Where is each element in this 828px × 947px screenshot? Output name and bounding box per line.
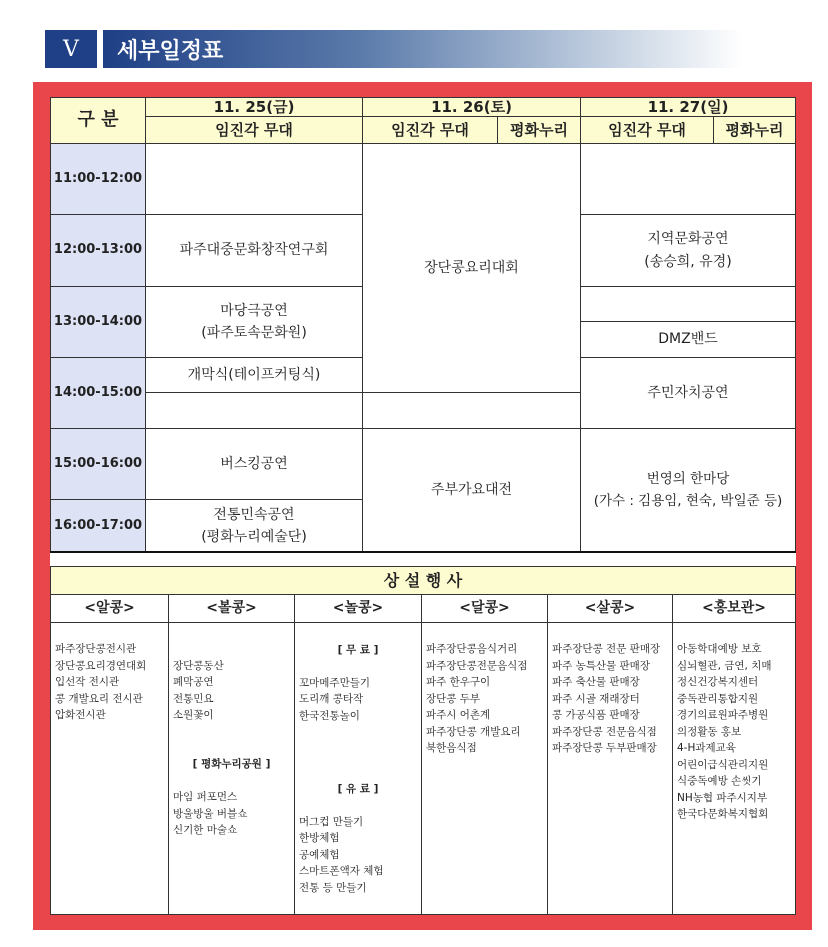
event-cell: 파주대중문화창작연구회 bbox=[145, 214, 363, 287]
event-cell: 마당극공연 (파주토속문화원) bbox=[145, 286, 363, 358]
venue-header: 임진각 무대 bbox=[362, 116, 498, 144]
empty-cell bbox=[362, 392, 581, 429]
column-header: <살콩> bbox=[547, 594, 673, 623]
venue-header: 임진각 무대 bbox=[145, 116, 363, 144]
empty-cell bbox=[580, 143, 796, 215]
time-slot: 12:00-13:00 bbox=[50, 214, 146, 287]
list-subheading: [ 무 료 ] bbox=[337, 643, 379, 656]
column-header: <홍보관> bbox=[672, 594, 796, 623]
section-number: V bbox=[45, 30, 97, 68]
list-items: 꼬마메주만들기 도리깨 콩타작 한국전통놀이 bbox=[299, 676, 371, 722]
event-cell: 개막식(테이프커팅식) bbox=[145, 357, 363, 393]
event-list: 파주장단콩음식거리 파주장단콩전문음식점 파주 한우구이 장단콩 두부 파주시 어촌계 파주장단콩 개발요리 북한음식점 bbox=[421, 622, 548, 915]
list-items: 마임 퍼포먼스 방울방울 버블쇼 신기한 마술쇼 bbox=[173, 791, 248, 836]
event-cell: 버스킹공연 bbox=[145, 428, 363, 500]
list-items: 머그컵 만들기 한방체험 공예체험 스마트폰액자 체험 전통 등 만들기 bbox=[299, 815, 384, 894]
time-slot: 14:00-15:00 bbox=[50, 357, 146, 429]
event-list bbox=[294, 622, 422, 915]
event-cell: 주민자치공연 bbox=[580, 357, 796, 429]
venue-header: 평화누리 bbox=[713, 116, 796, 144]
event-cell: DMZ밴드 bbox=[580, 321, 796, 358]
column-header: <놀콩> bbox=[294, 594, 422, 623]
list-subheading: [ 유 료 ] bbox=[337, 782, 379, 795]
time-slot: 15:00-16:00 bbox=[50, 428, 146, 500]
permanent-events-title: 상 설 행 사 bbox=[50, 566, 796, 595]
empty-cell bbox=[145, 143, 363, 215]
page-title: 세부일정표 bbox=[103, 30, 743, 68]
event-list: 아동학대예방 보호 심뇌혈관, 금연, 치매 정신건강복지센터 중독관리통합지원 경기의료원파주병원 의정활동 홍보 4-H과제교육 어린이급식관리지원 식중독예방 손씻기 NH농협 파주시지부 한국다문화복지협회 bbox=[672, 622, 796, 915]
day-header-1: 11. 25(금) bbox=[145, 97, 363, 117]
event-cell: 번영의 한마당 (가수 : 김용임, 현숙, 박일준 등) bbox=[580, 428, 796, 553]
list-subheading: [ 평화누리공원 ] bbox=[192, 758, 271, 770]
empty-cell bbox=[145, 392, 363, 429]
event-cell: 주부가요대전 bbox=[362, 428, 581, 553]
venue-header: 임진각 무대 bbox=[580, 116, 714, 144]
event-list: 파주장단콩 전문 판매장 파주 농특산물 판매장 파주 축산물 판매장 파주 시골 재래장터 콩 가공식품 판매장 파주장단콩 전문음식점 파주장단콩 두부판매장 bbox=[547, 622, 673, 915]
event-list bbox=[168, 622, 295, 915]
event-cell: 전통민속공연 (평화누리예술단) bbox=[145, 499, 363, 553]
event-list: 파주장단콩전시관 장단콩요리경연대회 입선작 전시관 콩 개발요리 전시관 압화전시관 bbox=[50, 622, 169, 915]
day-header-3: 11. 27(일) bbox=[580, 97, 796, 117]
time-slot: 13:00-14:00 bbox=[50, 286, 146, 358]
empty-cell bbox=[580, 286, 796, 322]
venue-header: 평화누리 bbox=[497, 116, 581, 144]
time-slot: 11:00-12:00 bbox=[50, 143, 146, 215]
column-header: <볼콩> bbox=[168, 594, 295, 623]
category-header: 구 분 bbox=[50, 97, 146, 144]
time-slot: 16:00-17:00 bbox=[50, 499, 146, 553]
column-header: <알콩> bbox=[50, 594, 169, 623]
event-cell: 장단콩요리대회 bbox=[362, 143, 581, 393]
divider bbox=[50, 551, 796, 553]
day-header-2: 11. 26(토) bbox=[362, 97, 581, 117]
column-header: <달콩> bbox=[421, 594, 548, 623]
event-cell: 지역문화공연 (송승희, 유경) bbox=[580, 214, 796, 287]
list-items: 장단콩동산 폐막공연 전통민요 소원꽃이 bbox=[173, 659, 224, 721]
